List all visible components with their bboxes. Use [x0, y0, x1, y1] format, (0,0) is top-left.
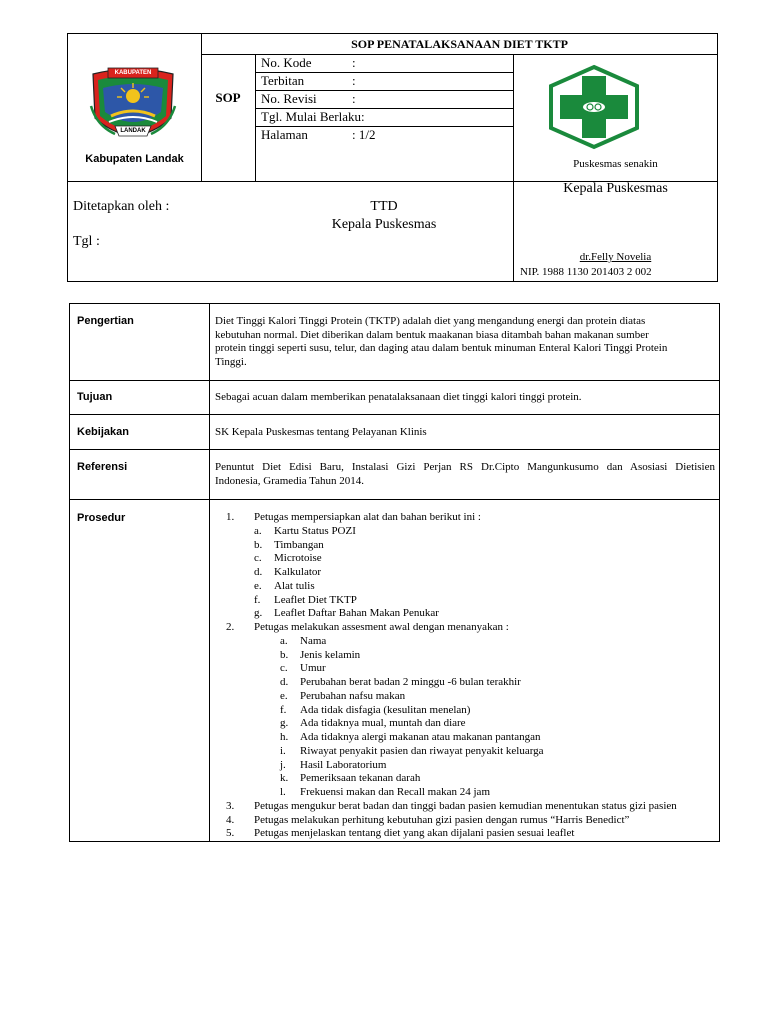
step-number: 2.: [226, 621, 235, 633]
step-text: Petugas melakukan assesment awal dengan menanyakan :: [254, 621, 509, 633]
document-title: SOP PENATALAKSANAAN DIET TKTP: [351, 37, 568, 51]
sub-item-letter: b.: [280, 648, 289, 661]
sub-item-text: Alat tulis: [274, 579, 315, 592]
text-line: Penuntut Diet Edisi Baru, Instalasi Gizi Perjan RS Dr.Cipto Mangunkusumo dan Asosiasi Dietisien: [215, 461, 715, 473]
sub-item-letter: e.: [254, 579, 262, 592]
row-label-kebijakan: Kebijakan: [77, 426, 129, 438]
row-divider: [70, 380, 719, 381]
sub-item-letter: c.: [254, 552, 262, 565]
field-label: Tgl. Mulai Berlaku:: [261, 109, 365, 124]
step-number: 3.: [226, 799, 235, 812]
sub-item-text: Ada tidaknya mual, muntah dan diare: [300, 717, 466, 730]
text-line: Tinggi.: [215, 356, 247, 369]
sub-item-letter: i.: [280, 744, 286, 757]
kepala-puskesmas-right: Kepala Puskesmas: [563, 181, 668, 196]
step-number: 1.: [226, 511, 235, 523]
pengertian-text: [215, 315, 715, 370]
kepala-puskesmas-center: Kepala Puskesmas: [331, 217, 437, 232]
nip-number: NIP. 1988 1130 201403 2 002: [520, 266, 652, 278]
step-number: 4.: [226, 813, 235, 826]
row-label-referensi: Referensi: [77, 461, 128, 473]
step-number: 5.: [226, 827, 235, 840]
step-text: Petugas mempersiapkan alat dan bahan berikut ini :: [254, 511, 481, 523]
sop-header-table: [67, 33, 718, 282]
text-line: Indonesia, Gramedia Tahun 2014.: [215, 474, 365, 487]
sub-item-text: Umur: [300, 662, 326, 675]
sub-item-text: Riwayat penyakit pasien dan riwayat penyakit keluarga: [300, 744, 544, 757]
sub-item-text: Kartu Status POZI: [274, 524, 356, 537]
step-text: Petugas menjelaskan tentang diet yang akan dijalani pasien sesuai leaflet: [254, 827, 575, 840]
sub-item-letter: k.: [280, 772, 289, 785]
sub-item-text: Leaflet Daftar Bahan Makan Penukar: [274, 607, 439, 620]
sub-item-text: Microtoise: [274, 552, 322, 565]
sub-item-letter: c.: [280, 662, 288, 675]
sub-item-text: Jenis kelamin: [300, 648, 361, 661]
sub-item-text: Perubahan berat badan 2 minggu -6 bulan terakhir: [300, 676, 521, 688]
sub-item-text: Pemeriksaan tekanan darah: [300, 772, 421, 785]
field-value: :: [352, 73, 356, 88]
field-value: :: [352, 91, 356, 106]
sub-item-letter: b.: [254, 538, 263, 551]
divider: [201, 34, 202, 181]
divider: [255, 54, 256, 181]
puskesmas-logo: [546, 64, 642, 150]
text-line: Diet Tinggi Kalori Tinggi Protein (TKTP) adalah diet yang mengandung energi dan protein diatas: [215, 315, 646, 327]
tgl-label: Tgl :: [73, 234, 100, 249]
row-divider: [70, 499, 719, 500]
sub-item-letter: d.: [254, 566, 263, 578]
sub-item-letter: e.: [280, 689, 288, 702]
row-label-tujuan: Tujuan: [77, 391, 113, 403]
row-label-pengertian: Pengertian: [77, 315, 134, 327]
regency-logo: [87, 66, 179, 146]
sub-item-text: Perubahan nafsu makan: [300, 689, 406, 702]
sub-item-letter: f.: [254, 593, 261, 606]
sop-content-table: [69, 303, 720, 842]
referensi-text: [215, 461, 715, 488]
sub-item-letter: f.: [280, 703, 287, 716]
field-value: :: [352, 55, 356, 70]
step-text: Petugas mengukur berat badan dan tinggi badan pasien kemudian menentukan status gizi pasien: [254, 799, 677, 812]
tujuan-text: Sebagai acuan dalam memberikan penatalaksanaan diet tinggi kalori tinggi protein.: [215, 391, 582, 403]
sop-label: SOP: [215, 90, 241, 105]
sub-item-letter: d.: [280, 676, 289, 688]
sub-item-letter: g.: [254, 607, 263, 620]
field-label: Terbitan: [261, 73, 305, 88]
sub-item-letter: a.: [254, 524, 262, 537]
doctor-name: dr.Felly Novelia: [579, 251, 652, 263]
sub-item-letter: l.: [280, 786, 286, 798]
text-line: protein tinggi seperti susu, telur, dan daging atau dalam bentuk minuman Enteral Kalori Tinggi Protein: [215, 342, 668, 355]
sub-item-text: Kalkulator: [274, 566, 322, 578]
field-label: No. Revisi: [261, 91, 317, 106]
regency-name: Kabupaten Landak: [85, 153, 184, 165]
step-text: Petugas melakukan perhitung kebutuhan gizi pasien dengan rumus “Harris Benedict”: [254, 813, 630, 826]
sub-item-letter: a.: [280, 634, 288, 647]
sub-item-text: Nama: [300, 634, 327, 647]
logo-banner-text: KABUPATEN: [114, 70, 152, 76]
row-divider: [70, 449, 719, 450]
sub-item-text: Timbangan: [274, 538, 324, 551]
field-label: No. Kode: [261, 55, 312, 70]
row-divider: [70, 414, 719, 415]
logo-ribbon-text: LANDAK: [120, 128, 146, 134]
sub-item-text: Leaflet Diet TKTP: [274, 593, 357, 606]
kebijakan-text: SK Kepala Puskesmas tentang Pelayanan Klinis: [215, 426, 427, 438]
sub-item-text: Ada tidak disfagia (kesulitan menelan): [300, 703, 471, 716]
field-label: Halaman: [261, 127, 308, 142]
ditetapkan-label: Ditetapkan oleh :: [73, 199, 170, 214]
row-label-prosedur: Prosedur: [77, 512, 126, 524]
sub-item-text: Hasil Laboratorium: [300, 758, 387, 771]
sub-item-text: Ada tidaknya alergi makanan atau makanan pantangan: [300, 731, 541, 743]
sub-item-text: Frekuensi makan dan Recall makan 24 jam: [300, 786, 490, 798]
sub-item-letter: g.: [280, 717, 289, 730]
text-line: kebutuhan normal. Diet diberikan dalam bentuk maakanan biasa ditambah bahan makanan sumber: [215, 328, 649, 341]
sub-item-letter: j.: [280, 758, 286, 771]
ttd-label: TTD: [370, 199, 398, 214]
puskesmas-name: Puskesmas senakin: [573, 158, 658, 170]
prosedur-list: [70, 511, 719, 841]
sub-item-letter: h.: [280, 731, 289, 743]
field-value: : 1/2: [352, 127, 376, 142]
